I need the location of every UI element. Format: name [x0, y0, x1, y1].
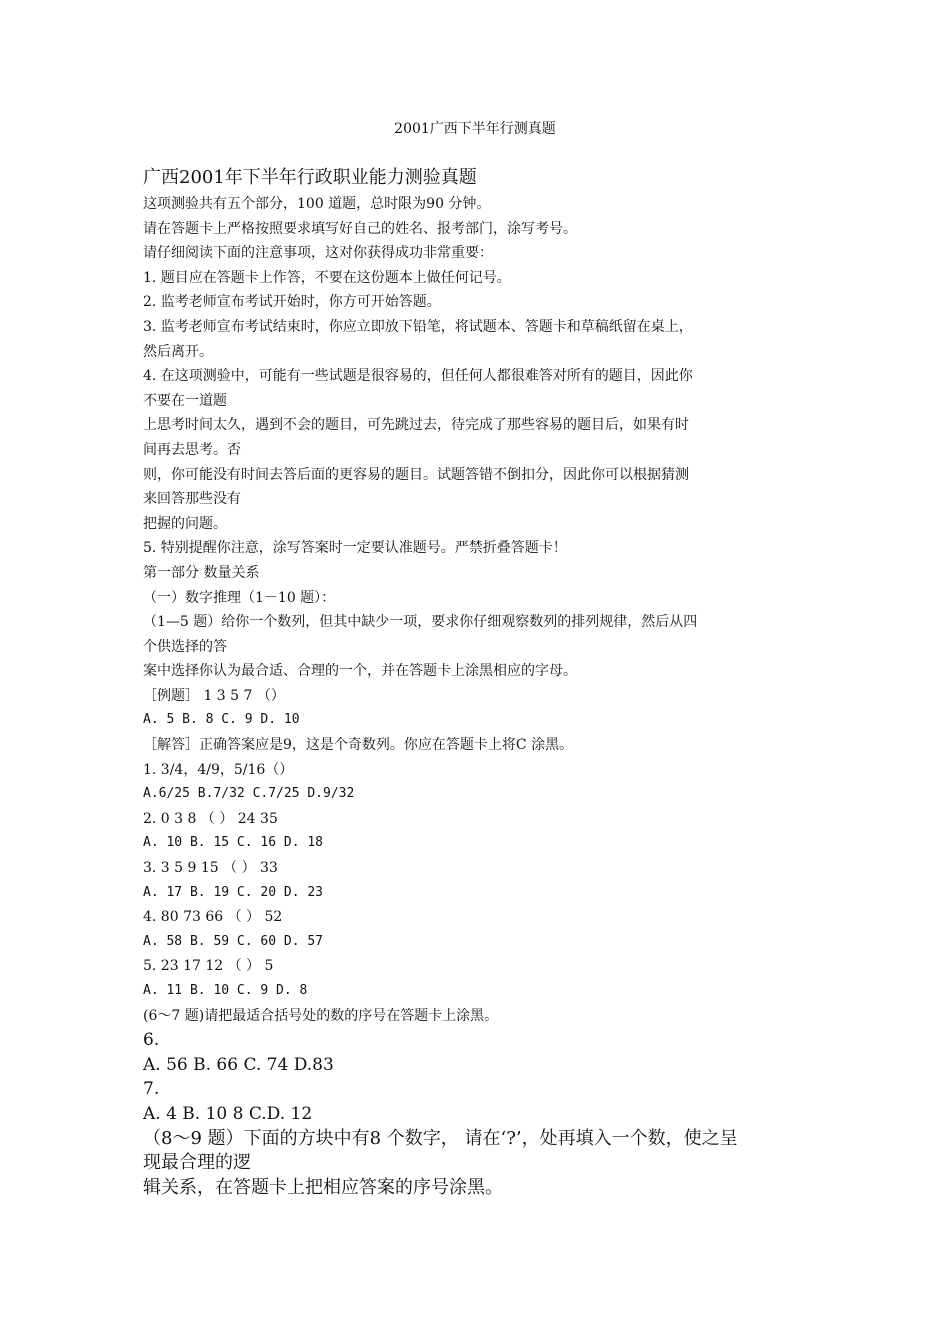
document-body — [143, 164, 818, 1200]
example-question: ［例题］ 1 3 5 7 （） — [143, 687, 285, 704]
question-6-options: A. 56 B. 66 C. 74 D.83 — [143, 1054, 334, 1075]
text-line: 间再去思考。否 — [143, 441, 241, 458]
text-line: 现最合理的逻 — [143, 1152, 251, 1174]
text-line: 1. 题目应在答题卡上作答，不要在这份题本上做任何记号。 — [143, 269, 511, 286]
text-line: 然后离开。 — [143, 343, 213, 360]
instruction-6-7: (6～7 题)请把最适合括号处的数的序号在答题卡上涂黑。 — [143, 1007, 499, 1024]
page-header: 2001广西下半年行测真题 — [394, 121, 556, 137]
question-4: 4. 80 73 66 （ ） 52 — [143, 909, 283, 926]
question-5: 5. 23 17 12 （ ） 5 — [143, 958, 274, 975]
text-line: 3. 监考老师宣布考试结束时，你应立即放下铅笔，将试题本、答题卡和草稿纸留在桌上， — [143, 318, 693, 335]
text-line: 4. 在这项测验中，可能有一些试题是很容易的，但任何人都很难答对所有的题目，因此你 — [143, 368, 693, 385]
question-7-options: A. 4 B. 10 8 C.D. 12 — [143, 1103, 313, 1124]
question-3-options: A. 17 B. 19 C. 20 D. 23 — [143, 884, 324, 900]
question-7: 7. — [143, 1079, 160, 1100]
question-2-options: A. 10 B. 15 C. 16 D. 18 — [143, 835, 324, 851]
text-line: 把握的问题。 — [143, 515, 227, 532]
example-options: A. 5 B. 8 C. 9 D. 10 — [143, 712, 300, 728]
text-line: 个供选择的答 — [143, 638, 227, 655]
section-heading: 第一部分 数量关系 — [143, 564, 260, 581]
question-1: 1. 3/4，4/9，5/16（） — [143, 761, 294, 778]
text-line: 这项测验共有五个部分，100 道题，总时限为90 分钟。 — [143, 196, 491, 212]
question-1-options: A.6/25 B.7/32 C.7/25 D.9/32 — [143, 786, 355, 802]
question-4-options: A. 58 B. 59 C. 60 D. 57 — [143, 933, 324, 949]
text-line: 5. 特别提醒你注意，涂写答案时一定要认准题号。严禁折叠答题卡！ — [143, 540, 567, 557]
text-line: 案中选择你认为最合适、合理的一个，并在答题卡上涂黑相应的字母。 — [143, 663, 577, 680]
example-answer: ［解答］正确答案应是9，这是个奇数列。你应在答题卡上将C 涂黑。 — [143, 737, 574, 754]
document-title: 广西2001年下半年行政职业能力测验真题 — [143, 167, 477, 188]
text-line: 来回答那些没有 — [143, 491, 241, 508]
text-line: 请仔细阅读下面的注意事项，这对你获得成功非常重要： — [143, 245, 493, 262]
text-line: 2. 监考老师宣布考试开始时，你方可开始答题。 — [143, 294, 441, 311]
text-line: （1—5 题）给你一个数列，但其中缺少一项，要求你仔细观察数列的排列规律，然后从四 — [143, 614, 698, 631]
text-line: 不要在一道题 — [143, 392, 227, 409]
question-5-options: A. 11 B. 10 C. 9 D. 8 — [143, 983, 308, 998]
text-line: 请在答题卡上严格按照要求填写好自己的姓名、报考部门，涂写考号。 — [143, 220, 577, 237]
text-line: 辑关系，在答题卡上把相应答案的序号涂黑。 — [143, 1176, 503, 1198]
text-line: 则，你可能没有时间去答后面的更容易的题目。试题答错不倒扣分，因此你可以根据猜测 — [143, 466, 689, 483]
text-line: 上思考时间太久，遇到不会的题目，可先跳过去，待完成了那些容易的题目后，如果有时 — [143, 417, 689, 434]
instruction-8-9: （8～9 题）下面的方块中有8 个数字， 请在‘?’，处再填入一个数，使之呈 — [143, 1127, 738, 1149]
question-6: 6. — [143, 1030, 160, 1051]
question-3: 3. 3 5 9 15 （ ） 33 — [143, 860, 278, 877]
question-2: 2. 0 3 8 （ ） 24 35 — [143, 810, 278, 827]
subsection-heading: （一）数字推理（1－10 题）： — [143, 589, 336, 606]
